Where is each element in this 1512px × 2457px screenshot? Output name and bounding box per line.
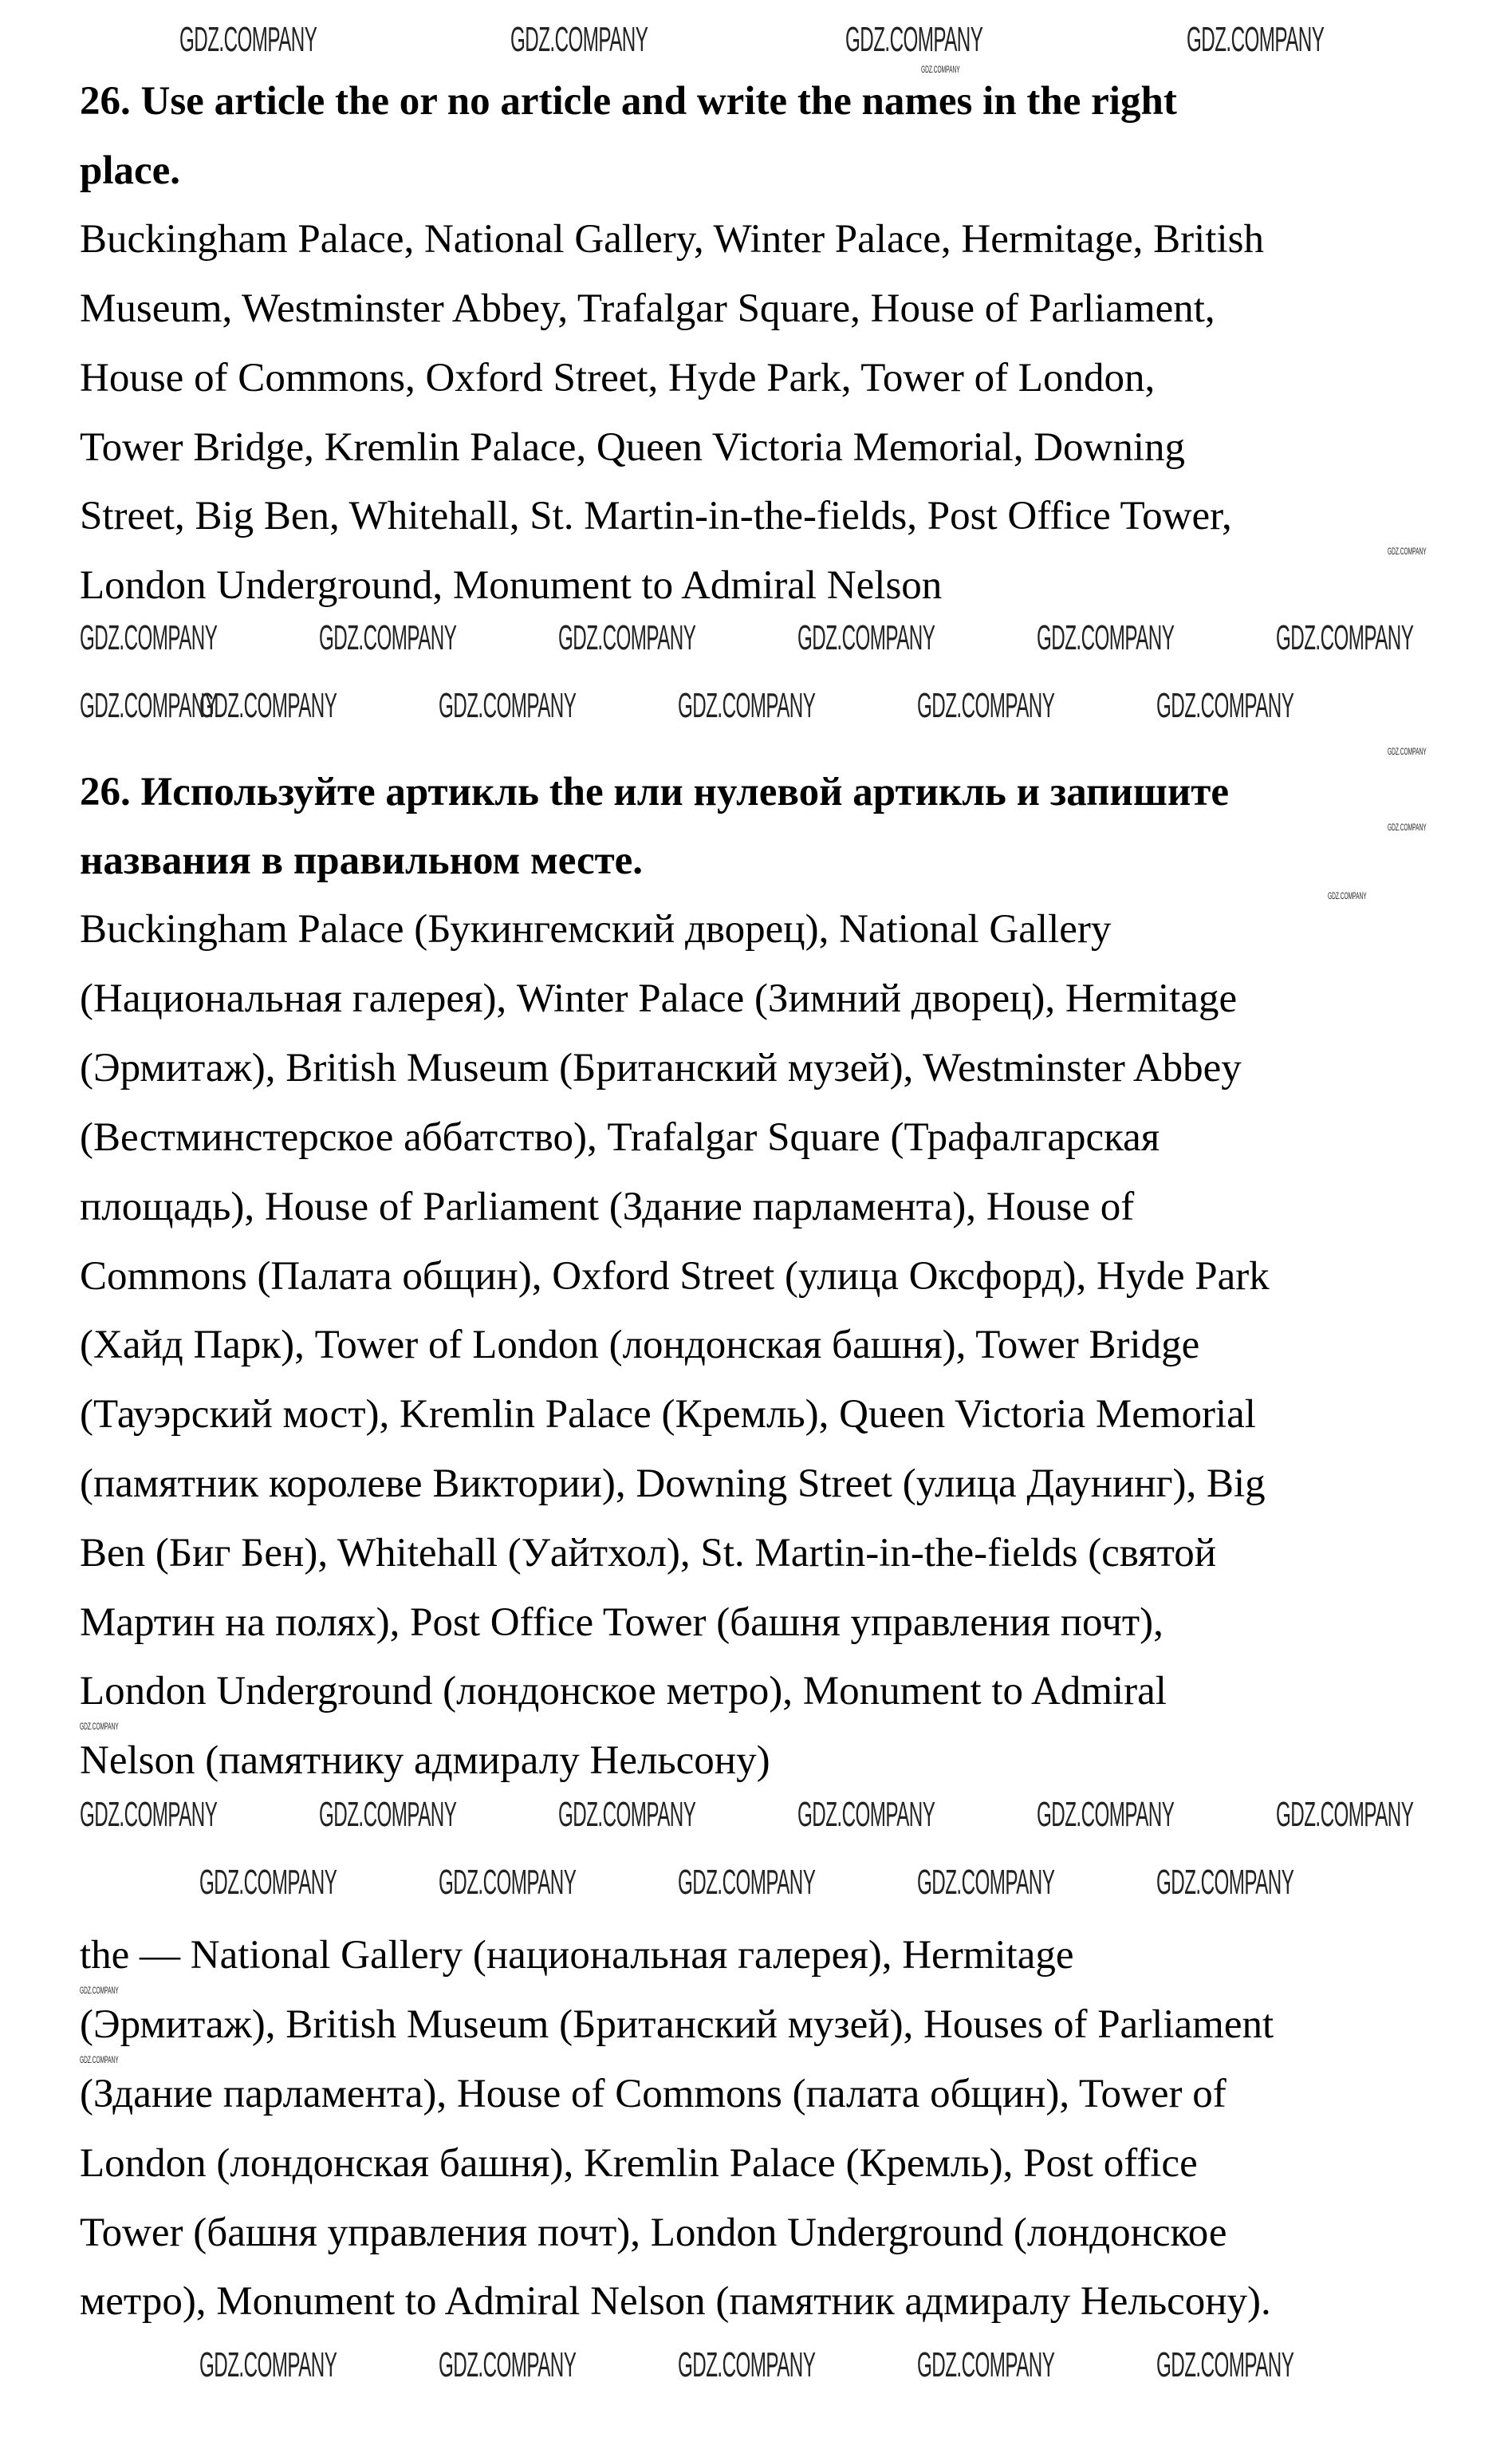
watermark: GDZ.COMPANY	[678, 686, 816, 725]
watermark: GDZ.COMPANY	[558, 618, 696, 657]
task-en-line: Street, Big Ben, Whitehall, St. Martin-in-the-fields, Post Office Tower,	[80, 494, 1232, 538]
watermark: GDZ.COMPANY	[199, 1863, 337, 1902]
watermark: GDZ.COMPANY	[1037, 1795, 1175, 1834]
watermark: GDZ.COMPANY	[80, 1985, 119, 1996]
task-en-line: Museum, Westminster Abbey, Trafalgar Square, House of Parliament,	[80, 286, 1215, 331]
task-title-ru-line-2: названия в правильном месте.	[80, 838, 644, 883]
answer-line: Tower (башня управления почт), London Underground (лондонское	[80, 2211, 1227, 2255]
watermark: GDZ.COMPANY	[80, 618, 218, 657]
task-ru-line: Ben (Биг Бен), Whitehall (Уайтхол), St. Martin-in-the-fields (святой	[80, 1531, 1217, 1576]
watermark: GDZ.COMPANY	[1156, 686, 1294, 725]
task-en-line: London Underground, Monument to Admiral Nelson	[80, 563, 943, 608]
watermark: GDZ.COMPANY	[439, 2345, 577, 2384]
watermark: GDZ.COMPANY	[1187, 20, 1325, 59]
task-ru-line: Nelson (памятнику адмиралу Нельсону)	[80, 1738, 770, 1783]
task-en-line: Buckingham Palace, National Gallery, Winter Palace, Hermitage, British	[80, 217, 1264, 262]
task-title-en-line-1: 26. Use article the or no article and write the names in the right	[80, 79, 1177, 124]
watermark: GDZ.COMPANY	[1156, 1863, 1294, 1902]
watermark: GDZ.COMPANY	[1156, 2345, 1294, 2384]
task-en-line: Tower Bridge, Kremlin Palace, Queen Victoria Memorial, Downing	[80, 425, 1186, 470]
answer-line: метро), Monument to Admiral Nelson (памятник адмиралу Нельсону).	[80, 2279, 1271, 2324]
watermark: GDZ.COMPANY	[917, 1863, 1055, 1902]
task-ru-line: (Вестминстерское аббатство), Trafalgar Square (Трафалгарская	[80, 1115, 1160, 1160]
watermark: GDZ.COMPANY	[319, 1795, 457, 1834]
watermark: GDZ.COMPANY	[510, 20, 648, 59]
watermark: GDZ.COMPANY	[80, 1795, 218, 1834]
task-ru-line: (Тауэрский мост), Kremlin Palace (Кремль), Queen Victoria Memorial	[80, 1392, 1256, 1437]
watermark: GDZ.COMPANY	[1276, 1795, 1414, 1834]
watermark: GDZ.COMPANY	[199, 2345, 337, 2384]
watermark: GDZ.COMPANY	[1276, 618, 1414, 657]
watermark: GDZ.COMPANY	[921, 64, 960, 75]
answer-line: London (лондонская башня), Kremlin Palace (Кремль), Post office	[80, 2141, 1198, 2186]
task-ru-line: (Хайд Парк), Tower of London (лондонская башня), Tower Bridge	[80, 1323, 1200, 1367]
watermark: GDZ.COMPANY	[1328, 890, 1367, 901]
task-en-line: House of Commons, Oxford Street, Hyde Park, Tower of London,	[80, 356, 1156, 400]
task-ru-line: (Национальная галерея), Winter Palace (Зимний дворец), Hermitage	[80, 976, 1238, 1021]
watermark: GDZ.COMPANY	[797, 618, 935, 657]
watermark: GDZ.COMPANY	[80, 2054, 119, 2065]
answer-line: (Здание парламента), House of Commons (палата общин), Tower of	[80, 2072, 1227, 2116]
watermark: GDZ.COMPANY	[1388, 822, 1427, 833]
watermark: GDZ.COMPANY	[439, 1863, 577, 1902]
watermark: GDZ.COMPANY	[199, 686, 337, 725]
watermark: GDZ.COMPANY	[1037, 618, 1175, 657]
task-title-ru-line-1: 26. Используйте артикль the или нулевой артикль и запишите	[80, 770, 1229, 814]
watermark: GDZ.COMPANY	[797, 1795, 935, 1834]
watermark: GDZ.COMPANY	[845, 20, 983, 59]
watermark: GDZ.COMPANY	[917, 686, 1055, 725]
watermark: GDZ.COMPANY	[439, 686, 577, 725]
watermark: GDZ.COMPANY	[80, 686, 218, 725]
answer-line: (Эрмитаж), British Museum (Британский музей), Houses of Parliament	[80, 2002, 1274, 2047]
task-ru-line: London Underground (лондонское метро), Monument to Admiral	[80, 1669, 1167, 1714]
watermark: GDZ.COMPANY	[319, 618, 457, 657]
task-ru-line: Мартин на полях), Post Office Tower (башня управления почт),	[80, 1600, 1164, 1645]
task-ru-line: площадь), House of Parliament (Здание парламента), House of	[80, 1185, 1135, 1229]
answer-line: the — National Gallery (национальная галерея), Hermitage	[80, 1933, 1074, 1978]
watermark: GDZ.COMPANY	[80, 1721, 119, 1732]
watermark: GDZ.COMPANY	[1388, 746, 1427, 757]
watermark: GDZ.COMPANY	[678, 2345, 816, 2384]
task-ru-line: (Эрмитаж), British Museum (Британский музей), Westminster Abbey	[80, 1046, 1242, 1090]
watermark: GDZ.COMPANY	[1388, 546, 1427, 557]
watermark: GDZ.COMPANY	[558, 1795, 696, 1834]
task-title-en-line-2: place.	[80, 148, 181, 193]
task-ru-line: Commons (Палата общин), Oxford Street (улица Оксфорд), Hyde Park	[80, 1254, 1270, 1299]
watermark: GDZ.COMPANY	[179, 20, 317, 59]
task-ru-line: (памятник королеве Виктории), Downing Street (улица Даунинг), Big	[80, 1461, 1266, 1506]
watermark: GDZ.COMPANY	[917, 2345, 1055, 2384]
watermark: GDZ.COMPANY	[678, 1863, 816, 1902]
task-ru-line: Buckingham Palace (Букингемский дворец), National Gallery	[80, 907, 1112, 952]
